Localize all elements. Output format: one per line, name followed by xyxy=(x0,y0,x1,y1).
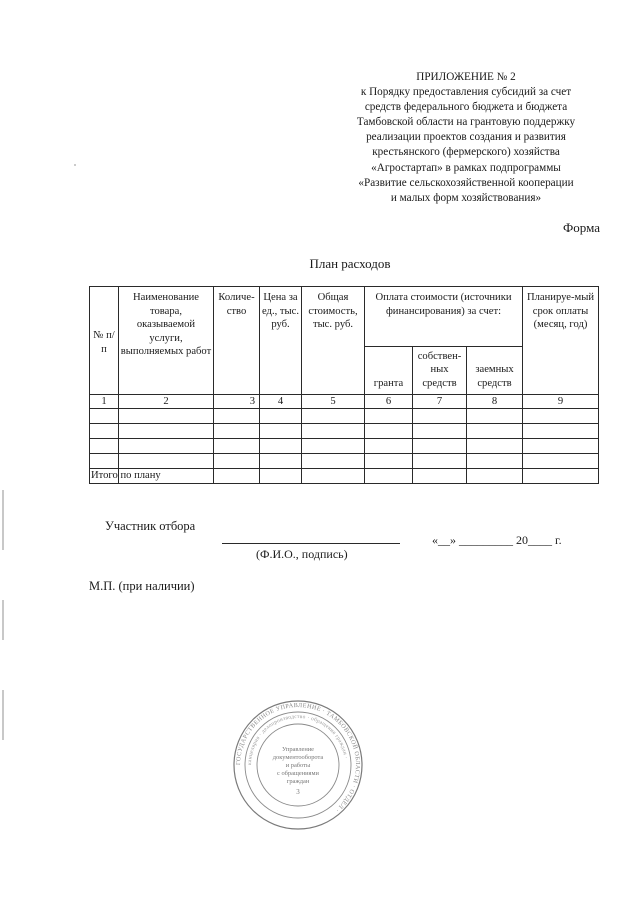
svg-text:канцелярия · делопроизводство: канцелярия · делопроизводство · обращения граждан · xyxy=(246,713,349,766)
stamp-text: граждан xyxy=(286,778,310,785)
scan-margin-mark xyxy=(2,600,4,640)
header-payment-sources: Оплата стоимости (источники финансирования) за счет: xyxy=(365,287,523,347)
column-number: 7 xyxy=(413,395,467,409)
scan-dot xyxy=(74,164,76,166)
expense-plan-table xyxy=(89,286,599,484)
column-number: 4 xyxy=(260,395,302,409)
fio-caption: (Ф.И.О., подпись) xyxy=(256,547,348,561)
date-field: «__» _________ 20____ г. xyxy=(432,533,562,547)
column-number: 8 xyxy=(467,395,523,409)
header-line: «Агростартап» в рамках подпрограммы xyxy=(371,161,561,174)
column-number: 1 xyxy=(90,395,119,409)
header-number: № п/п xyxy=(90,287,119,395)
column-number: 2 xyxy=(119,395,214,409)
header-line: к Порядку предоставления субсидий за счет xyxy=(360,86,572,99)
form-label: Форма xyxy=(563,220,600,235)
header-own-funds: собствен-ных средств xyxy=(413,347,467,395)
scan-margin-mark xyxy=(2,690,4,740)
seal-caption: М.П. (при наличии) xyxy=(89,579,195,593)
column-numbers-row xyxy=(90,395,599,409)
stamp-number: 3 xyxy=(296,788,300,796)
header-item-name: Наименование товара, оказываемой услуги, выполняемых работ xyxy=(119,287,214,395)
header-line: «Развитие сельскохозяйственной кооперации xyxy=(358,176,574,189)
table-row xyxy=(90,439,599,454)
appendix-header xyxy=(330,70,602,206)
total-label: Итого по плану xyxy=(91,470,161,481)
header-line: крестьянского (фермерского) хозяйства xyxy=(372,146,560,159)
stamp-text: с обращениями xyxy=(277,770,319,777)
page-title: План расходов xyxy=(309,256,391,271)
stamp-text: Управление xyxy=(281,746,315,753)
header-line: и малых форм хозяйствования» xyxy=(390,191,542,204)
svg-text:ГОСУДАРСТВЕННОЕ УПРАВЛЕНИЕ · Т: ГОСУДАРСТВЕННОЕ УПРАВЛЕНИЕ · ТАМБОВСКОЙ ОБЛАСТИ · ОТДЕЛ · xyxy=(234,701,362,814)
column-number: 9 xyxy=(523,395,599,409)
table-row xyxy=(90,409,599,424)
header-line: средств федерального бюджета и бюджета xyxy=(364,101,568,114)
header-grant: гранта xyxy=(365,347,413,395)
official-stamp xyxy=(232,699,364,831)
appendix-number: ПРИЛОЖЕНИЕ № 2 xyxy=(416,71,516,83)
column-number: 3 xyxy=(214,395,260,409)
signature-line xyxy=(222,543,400,544)
total-row xyxy=(90,469,599,484)
header-unit-price: Цена за ед., тыс. руб. xyxy=(260,287,302,395)
column-number: 5 xyxy=(302,395,365,409)
header-payment-date: Планируе-мый срок оплаты (месяц, год) xyxy=(523,287,599,395)
header-line: Тамбовской области на грантовую поддержку xyxy=(356,116,576,129)
column-number: 6 xyxy=(365,395,413,409)
scan-margin-mark xyxy=(2,490,4,550)
table-row xyxy=(90,424,599,439)
stamp-text: и работы xyxy=(285,762,311,769)
header-total-cost: Общая стоимость, тыс. руб. xyxy=(302,287,365,395)
header-loan-funds: заемных средств xyxy=(467,347,523,395)
header-line: реализации проектов создания и развития xyxy=(366,131,566,144)
header-quantity: Количе-ство xyxy=(214,287,260,395)
stamp-text: документооборота xyxy=(272,754,324,761)
participant-label: Участник отбора xyxy=(105,519,196,533)
stamp-center-text xyxy=(273,746,324,796)
table-row xyxy=(90,454,599,469)
